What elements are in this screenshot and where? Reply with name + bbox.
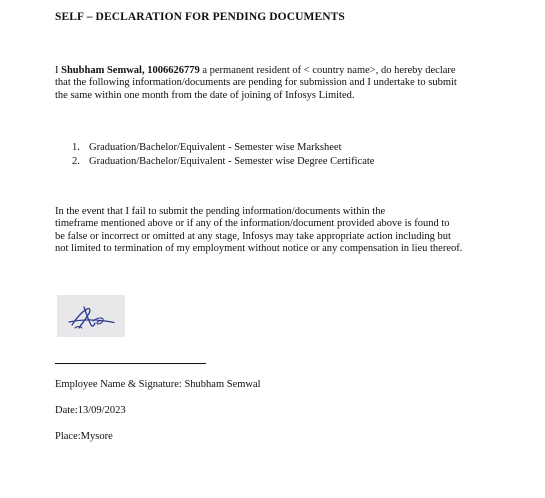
employee-name-signature: Employee Name & Signature: Shubham Semwal [55, 379, 261, 390]
signature-scribble [57, 295, 125, 337]
declaration-line-3: the same within one month from the date of joining of Infosys Limited. [55, 89, 355, 101]
declaration-date: Date:13/09/2023 [55, 405, 126, 416]
declaration-place: Place:Mysore [55, 431, 113, 442]
list-item-text: Graduation/Bachelor/Equivalent - Semester wise Degree Certificate [89, 155, 375, 167]
consequence-line-1: In the event that I fail to submit the pending information/documents within the [55, 206, 386, 217]
consequence-line-3: be false or incorrect or omitted at any stage, Infosys may take appropriate action including but [55, 230, 451, 242]
declaration-line-1 [55, 65, 495, 77]
declaration-paragraph [55, 65, 495, 102]
list-item-text: Graduation/Bachelor/Equivalent - Semester wise Marksheet [89, 142, 342, 153]
document-title: SELF – DECLARATION FOR PENDING DOCUMENTS [55, 11, 345, 23]
list-item-number: 1. [72, 142, 80, 153]
signature-rule [55, 363, 206, 364]
consequence-paragraph [55, 206, 495, 255]
signature-image [57, 295, 125, 337]
consequence-line-2: timeframe mentioned above or if any of the information/document provided above is found to [55, 218, 450, 230]
list-item-number: 2. [72, 155, 80, 167]
consequence-line-4: not limited to termination of my employment without notice or any compensation in lieu thereof. [55, 242, 463, 254]
declaration-line-1-rest: a permanent resident of < country name>, do hereby declare [199, 65, 456, 76]
declaration-prefix: I [55, 65, 62, 76]
pending-documents-list [72, 141, 374, 168]
list-item [72, 141, 374, 155]
employee-name-id: Shubham Semwal, 1006626779 [61, 65, 200, 76]
list-item [72, 155, 374, 169]
declaration-line-2: that the following information/documents are pending for submission and I undertake to submit [55, 77, 457, 89]
